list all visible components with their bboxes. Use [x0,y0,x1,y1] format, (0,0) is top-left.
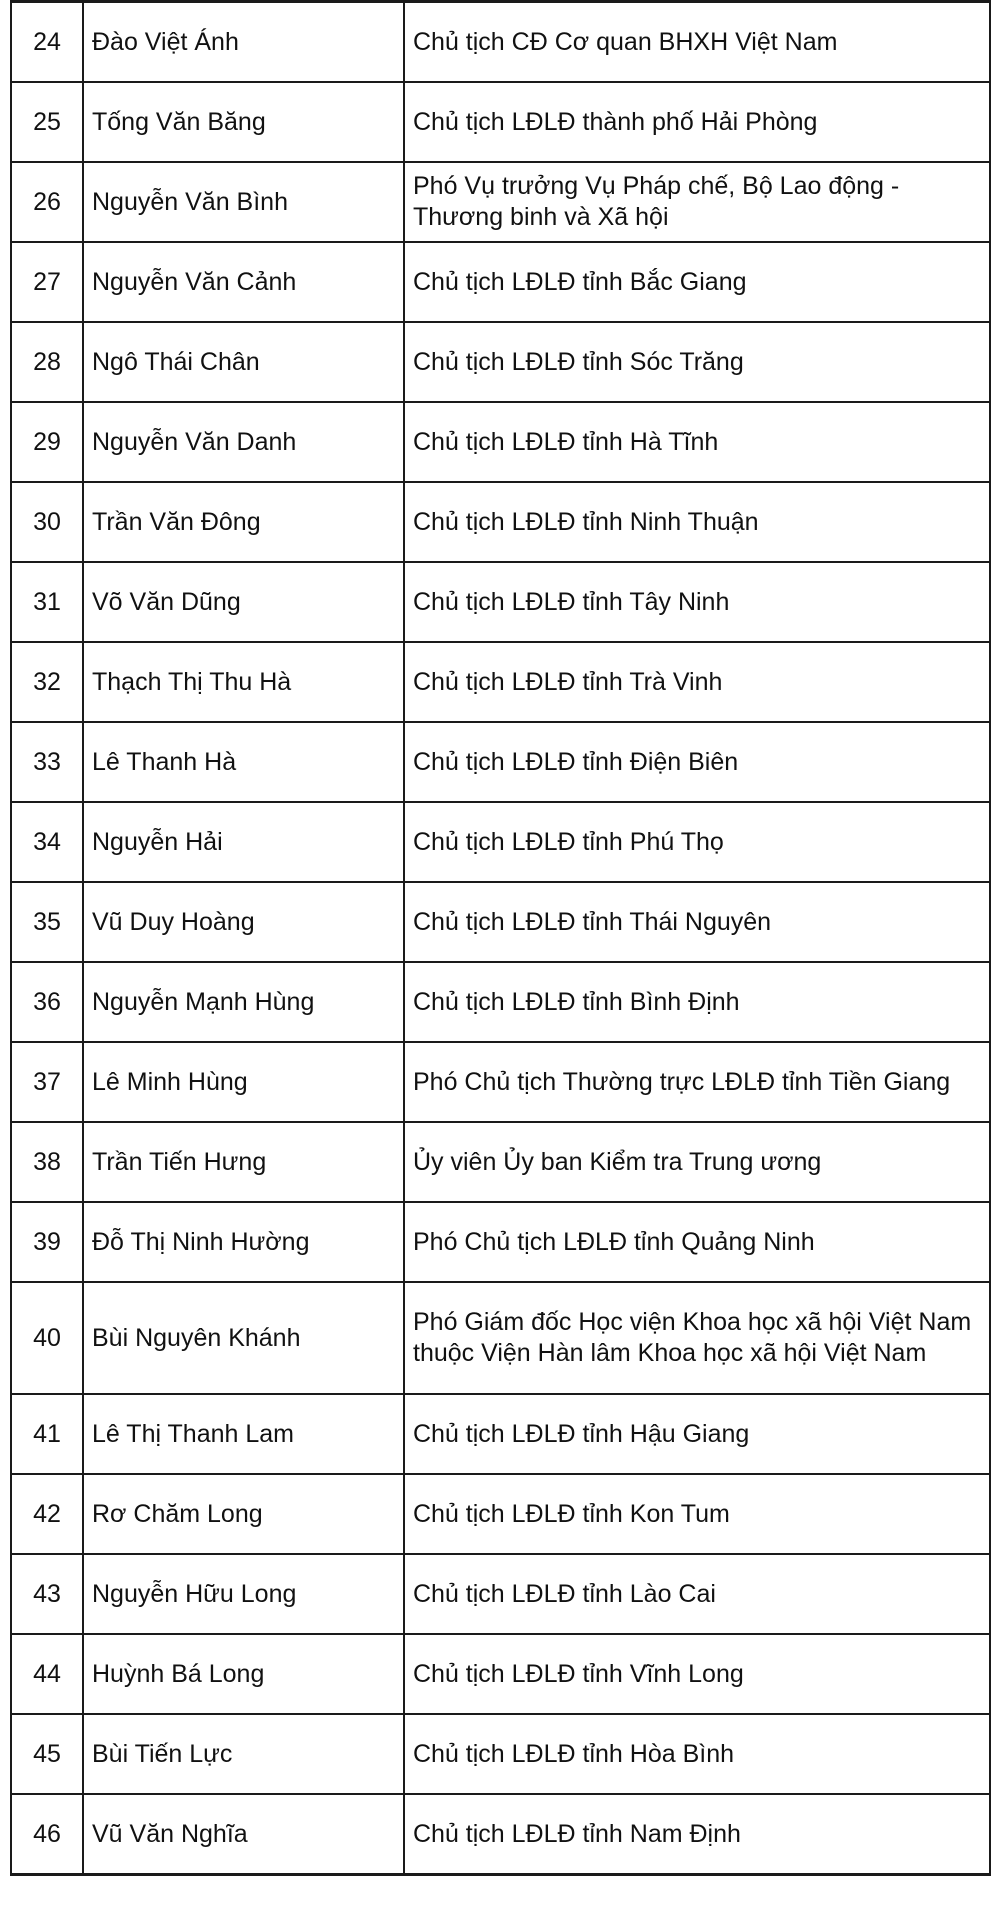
member-table [10,0,991,1876]
member-name: Đào Việt Ánh [83,2,404,83]
row-number: 34 [11,802,83,882]
row-number: 44 [11,1634,83,1714]
row-number: 40 [11,1282,83,1394]
member-name: Bùi Nguyên Khánh [83,1282,404,1394]
member-name: Bùi Tiến Lực [83,1714,404,1794]
member-name: Huỳnh Bá Long [83,1634,404,1714]
member-name: Tống Văn Băng [83,82,404,162]
member-position: Phó Giám đốc Học viện Khoa học xã hội Việt Nam thuộc Viện Hàn lâm Khoa học xã hội Việt Nam [404,1282,990,1394]
row-number: 27 [11,242,83,322]
member-position: Chủ tịch LĐLĐ tỉnh Ninh Thuận [404,482,990,562]
table-row [11,1042,990,1122]
member-position: Chủ tịch LĐLĐ tỉnh Điện Biên [404,722,990,802]
row-number: 29 [11,402,83,482]
member-position: Phó Chủ tịch Thường trực LĐLĐ tỉnh Tiền Giang [404,1042,990,1122]
row-number: 31 [11,562,83,642]
table-row [11,642,990,722]
row-number: 33 [11,722,83,802]
row-number: 30 [11,482,83,562]
row-number: 46 [11,1794,83,1875]
table-row [11,402,990,482]
row-number: 32 [11,642,83,722]
member-position: Chủ tịch LĐLĐ tỉnh Bình Định [404,962,990,1042]
table-row [11,242,990,322]
member-name: Ngô Thái Chân [83,322,404,402]
table-row [11,802,990,882]
row-number: 28 [11,322,83,402]
member-name: Nguyễn Hữu Long [83,1554,404,1634]
table-row [11,722,990,802]
row-number: 25 [11,82,83,162]
row-number: 26 [11,162,83,242]
table-row [11,1202,990,1282]
row-number: 37 [11,1042,83,1122]
member-position: Chủ tịch LĐLĐ tỉnh Lào Cai [404,1554,990,1634]
row-number: 43 [11,1554,83,1634]
member-name: Lê Minh Hùng [83,1042,404,1122]
table-row [11,1714,990,1794]
table-row [11,962,990,1042]
table-row [11,2,990,83]
row-number: 36 [11,962,83,1042]
member-position: Phó Vụ trưởng Vụ Pháp chế, Bộ Lao động - Thương binh và Xã hội [404,162,990,242]
member-name: Đỗ Thị Ninh Hường [83,1202,404,1282]
member-position: Chủ tịch LĐLĐ thành phố Hải Phòng [404,82,990,162]
member-name: Vũ Văn Nghĩa [83,1794,404,1875]
member-position: Chủ tịch LĐLĐ tỉnh Phú Thọ [404,802,990,882]
row-number: 39 [11,1202,83,1282]
member-position: Chủ tịch CĐ Cơ quan BHXH Việt Nam [404,2,990,83]
table-row [11,1394,990,1474]
member-name: Lê Thị Thanh Lam [83,1394,404,1474]
table-row [11,562,990,642]
member-name: Nguyễn Mạnh Hùng [83,962,404,1042]
table-row [11,1554,990,1634]
member-name: Lê Thanh Hà [83,722,404,802]
member-table-body [11,2,990,1875]
member-name: Trần Tiến Hưng [83,1122,404,1202]
table-row [11,882,990,962]
table-row [11,1282,990,1394]
table-row [11,1794,990,1875]
row-number: 41 [11,1394,83,1474]
row-number: 45 [11,1714,83,1794]
member-name: Nguyễn Văn Danh [83,402,404,482]
member-name: Nguyễn Hải [83,802,404,882]
row-number: 24 [11,2,83,83]
table-row [11,322,990,402]
member-position: Chủ tịch LĐLĐ tỉnh Trà Vinh [404,642,990,722]
member-position: Chủ tịch LĐLĐ tỉnh Sóc Trăng [404,322,990,402]
member-name: Rơ Chăm Long [83,1474,404,1554]
member-position: Ủy viên Ủy ban Kiểm tra Trung ương [404,1122,990,1202]
member-position: Chủ tịch LĐLĐ tỉnh Hậu Giang [404,1394,990,1474]
row-number: 35 [11,882,83,962]
row-number: 42 [11,1474,83,1554]
table-row [11,1122,990,1202]
row-number: 38 [11,1122,83,1202]
member-position: Chủ tịch LĐLĐ tỉnh Tây Ninh [404,562,990,642]
member-position: Chủ tịch LĐLĐ tỉnh Nam Định [404,1794,990,1875]
table-row [11,162,990,242]
member-position: Chủ tịch LĐLĐ tỉnh Hà Tĩnh [404,402,990,482]
member-position: Phó Chủ tịch LĐLĐ tỉnh Quảng Ninh [404,1202,990,1282]
table-row [11,1634,990,1714]
member-position: Chủ tịch LĐLĐ tỉnh Bắc Giang [404,242,990,322]
member-position: Chủ tịch LĐLĐ tỉnh Thái Nguyên [404,882,990,962]
table-row [11,82,990,162]
table-row [11,482,990,562]
member-name: Vũ Duy Hoàng [83,882,404,962]
member-name: Nguyễn Văn Cảnh [83,242,404,322]
member-name: Trần Văn Đông [83,482,404,562]
member-name: Thạch Thị Thu Hà [83,642,404,722]
member-name: Nguyễn Văn Bình [83,162,404,242]
member-position: Chủ tịch LĐLĐ tỉnh Vĩnh Long [404,1634,990,1714]
member-name: Võ Văn Dũng [83,562,404,642]
table-row [11,1474,990,1554]
member-position: Chủ tịch LĐLĐ tỉnh Kon Tum [404,1474,990,1554]
member-position: Chủ tịch LĐLĐ tỉnh Hòa Bình [404,1714,990,1794]
